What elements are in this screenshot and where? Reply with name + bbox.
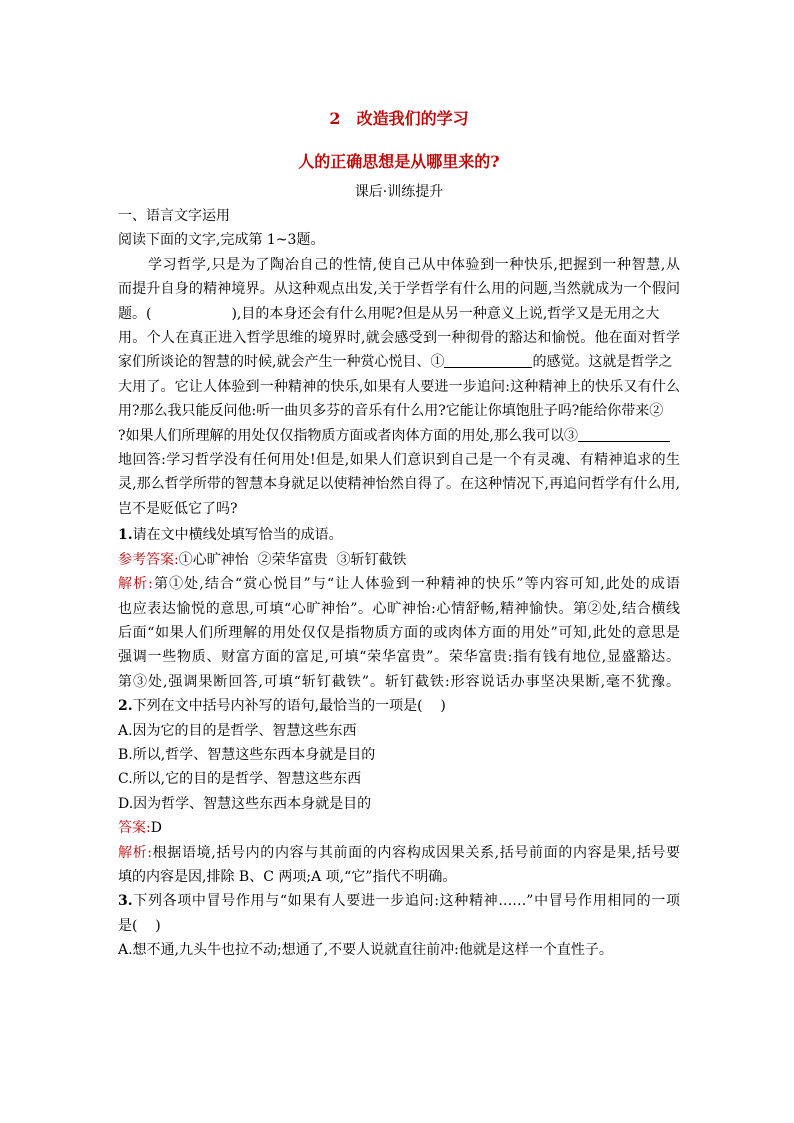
passage-line: 灵,那么哲学所带的智慧本身就足以使精神怡然自得了。在这种情况下,再追问哲学有什么用, (118, 476, 680, 493)
q1-analysis-line: 也应表达愉悦的意思,可填“心旷神怡”。心旷神怡:心情舒畅,精神愉快。第②处,结合横线 (118, 600, 680, 617)
lesson-title (118, 102, 680, 136)
section-title: 课后·训练提升 (354, 184, 444, 200)
q3-option-a: A.想不通,九头牛也拉不动;想通了,不要人说就直往前冲:他就是这样一个直性子。 (118, 942, 613, 959)
passage-line: 岂不是贬低它了吗? (118, 500, 238, 517)
passage-line: 大用了。它让人体验到一种精神的快乐,如果有人要进一步追问:这种精神上的快乐又有什么 (118, 378, 680, 395)
fill-blank-1 (444, 351, 532, 368)
q2-option-d: D.因为哲学、智慧这些东西本身就是目的 (118, 795, 372, 812)
passage-line: 用。个人在真正进入哲学思维的境界时,就会感受到一种彻骨的豁达和愉悦。他在面对哲学 (118, 330, 680, 347)
fill-blank-3 (578, 425, 670, 442)
document-page (118, 100, 680, 963)
reading-passage (118, 253, 680, 521)
passage-line: 题。( ),目的本身还会有什么用呢?但是从另一种意义上说,哲学又是无用之大 (118, 305, 660, 322)
q2-option-c: C.所以,它的目的是哲学、智慧这些东西 (118, 771, 362, 788)
article-title: 人的正确思想是从哪里来的? (298, 152, 500, 171)
question-1: 1.请在文中横线处填写恰当的成语。 (118, 527, 343, 544)
passage-line: 地回答:学习哲学没有任何用处!但是,如果人们意识到自己是一个有灵魂、有精神追求的生 (118, 452, 680, 469)
q2-option-b: B.所以,哲学、智慧这些东西本身就是目的 (118, 746, 376, 763)
passage-line: 家们所谈论的智慧的时候,就会产生一种赏心悦目、① 的感觉。这就是哲学之 (118, 350, 680, 374)
q1-analysis-line: 强调一些物质、财富方面的富足,可填“荣华富贵”。荣华富贵:指有钱有地位,显盛豁达。 (118, 649, 680, 666)
q1-analysis-line: 后面“如果人们所理解的用处仅仅是指物质方面的或肉体方面的用处”可知,此处的意思是 (118, 624, 680, 641)
q2-analysis-line: 填的内容是因,排除 B、C 两项;A 项,“它”指代不明确。 (118, 868, 457, 885)
q1-analysis-line: 解析:第①处,结合“赏心悦目”与“让人体验到一种精神的快乐”等内容可知,此处的成语 (118, 576, 680, 593)
question-3: 3.下列各项中冒号作用与“如果有人要进一步追问:这种精神……”中冒号作用相同的一项 (118, 893, 680, 910)
question-3-cont: 是( ) (118, 917, 161, 934)
q2-answer: 答案:D (118, 820, 162, 837)
q2-option-a: A.因为它的目的是哲学、智慧这些东西 (118, 722, 357, 739)
part-heading: 一、语言文字运用 (118, 208, 230, 224)
lesson-number: 2 (329, 109, 341, 128)
q1-answer: 参考答案:①心旷神怡 ②荣华富贵 ③斩钉截铁 (118, 551, 407, 568)
instruction: 阅读下面的文字,完成第 1~3题。 (118, 232, 325, 249)
question-2: 2.下列在文中括号内补写的语句,最恰当的一项是( ) (118, 698, 446, 715)
passage-line: 用?那么我只能反问他:听一曲贝多芬的音乐有什么用?它能让你填饱肚子吗?能给你带来② (118, 403, 664, 420)
lesson-title-text: 改造我们的学习 (356, 109, 469, 128)
q1-analysis-line: 第③处,强调果断回答,可填“斩钉截铁”。斩钉截铁:形容说话办事坚决果断,毫不犹豫。 (118, 673, 680, 690)
q2-analysis-line: 解析:根据语境,括号内的内容与其前面的内容构成因果关系,括号前面的内容是果,括号要 (118, 844, 680, 861)
passage-line: ?如果人们所理解的用处仅仅指物质方面或者肉体方面的用处,那么我可以③ (118, 424, 680, 448)
passage-line: 学习哲学,只是为了陶冶自己的性情,使自己从中体验到一种快乐,把握到一种智慧,从 (148, 256, 680, 273)
passage-line: 而提升自身的精神境界。从这种观点出发,关于学哲学有什么用的问题,当然就成为一个假问 (118, 281, 680, 298)
